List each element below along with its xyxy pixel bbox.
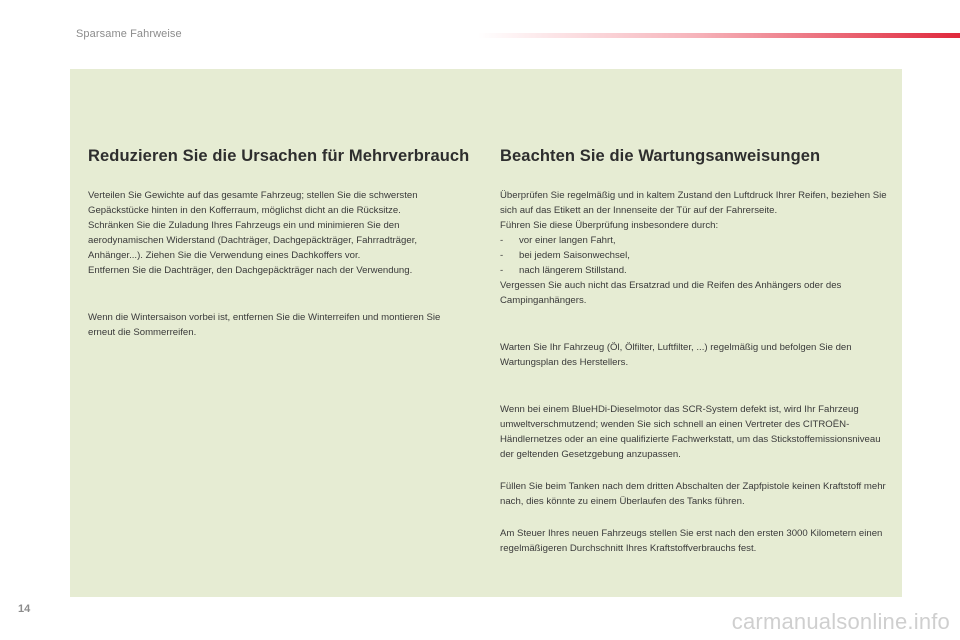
header-accent-bar (478, 33, 960, 38)
right-paragraph-refuelling: Füllen Sie beim Tanken nach dem dritten Abschalten der Zapfpistole keinen Kraftstoff mehr nach, dies könnte zu einem Überlaufen des Tanks führen. (500, 481, 886, 507)
right-column (500, 147, 890, 556)
right-paragraph-new-vehicle: Am Steuer Ihres neuen Fahrzeugs stellen Sie erst nach den ersten 3000 Kilometern einen regelmäßigeren Durchschnitt Ihres Kraftstoffverbrauchs fest. (500, 528, 883, 554)
watermark: carmanualsonline.info (731, 609, 950, 634)
right-paragraph-tyre-pressure: Überprüfen Sie regelmäßig und in kaltem Zustand den Luftdruck Ihrer Reifen, beziehen Sie sich auf das Etikett an der Innenseite der Tür auf der Fahrerseite. (500, 190, 887, 216)
left-paragraph-roof-rack: Entfernen Sie die Dachträger, den Dachgepäckträger nach der Verwendung. (88, 265, 413, 276)
content-panel (70, 69, 902, 597)
list-item: - nach längerem Stillstand. (500, 263, 890, 278)
right-paragraph-scr-system: Wenn bei einem BlueHDi-Dieselmotor das SCR-System defekt ist, wird Ihr Fahrzeug umweltverschmutzend; wenden Sie sich schnell an einen Vertreter des CITROËN-Händlernetzes oder an eine qualifizierte Fachwerkstatt, um das Stickstoffemissionsniveau der geltenden Gesetzgebung anzupassen. (500, 404, 881, 460)
section-title: Sparsame Fahrweise (76, 28, 182, 40)
left-paragraph-winter-tyres: Wenn die Wintersaison vorbei ist, entfernen Sie die Winterreifen und montieren Sie erneut die Sommerreifen. (88, 312, 441, 338)
left-column (88, 147, 468, 340)
right-paragraph-maintenance: Warten Sie Ihr Fahrzeug (Öl, Ölfilter, Luftfilter, ...) regelmäßig und befolgen Sie den Wartungsplan des Herstellers. (500, 342, 852, 368)
left-paragraph-weight: Verteilen Sie Gewichte auf das gesamte Fahrzeug; stellen Sie die schwersten Gepäckstücke hinten in den Kofferraum, möglichst dicht an die Rücksitze. (88, 190, 418, 216)
list-item: - vor einer langen Fahrt, (500, 233, 890, 248)
right-paragraph-spare-wheel: Vergessen Sie auch nicht das Ersatzrad und die Reifen des Anhängers oder des Campinganhängers. (500, 280, 842, 306)
right-paragraph-check-intro: Führen Sie diese Überprüfung insbesondere durch: (500, 220, 719, 231)
check-occasions-list (500, 233, 890, 278)
left-paragraph-load: Schränken Sie die Zuladung Ihres Fahrzeugs ein und minimieren Sie den aerodynamischen Widerstand (Dachträger, Dachgepäckträger, Fahrradträger, Anhänger...). Ziehen Sie die Verwendung eines Dachkoffers vor. (88, 220, 418, 261)
page-number: 14 (18, 603, 31, 615)
list-item: - bei jedem Saisonwechsel, (500, 248, 890, 263)
right-heading: Beachten Sie die Wartungsanweisungen (500, 147, 821, 165)
left-heading: Reduzieren Sie die Ursachen für Mehrverbrauch (88, 147, 470, 165)
